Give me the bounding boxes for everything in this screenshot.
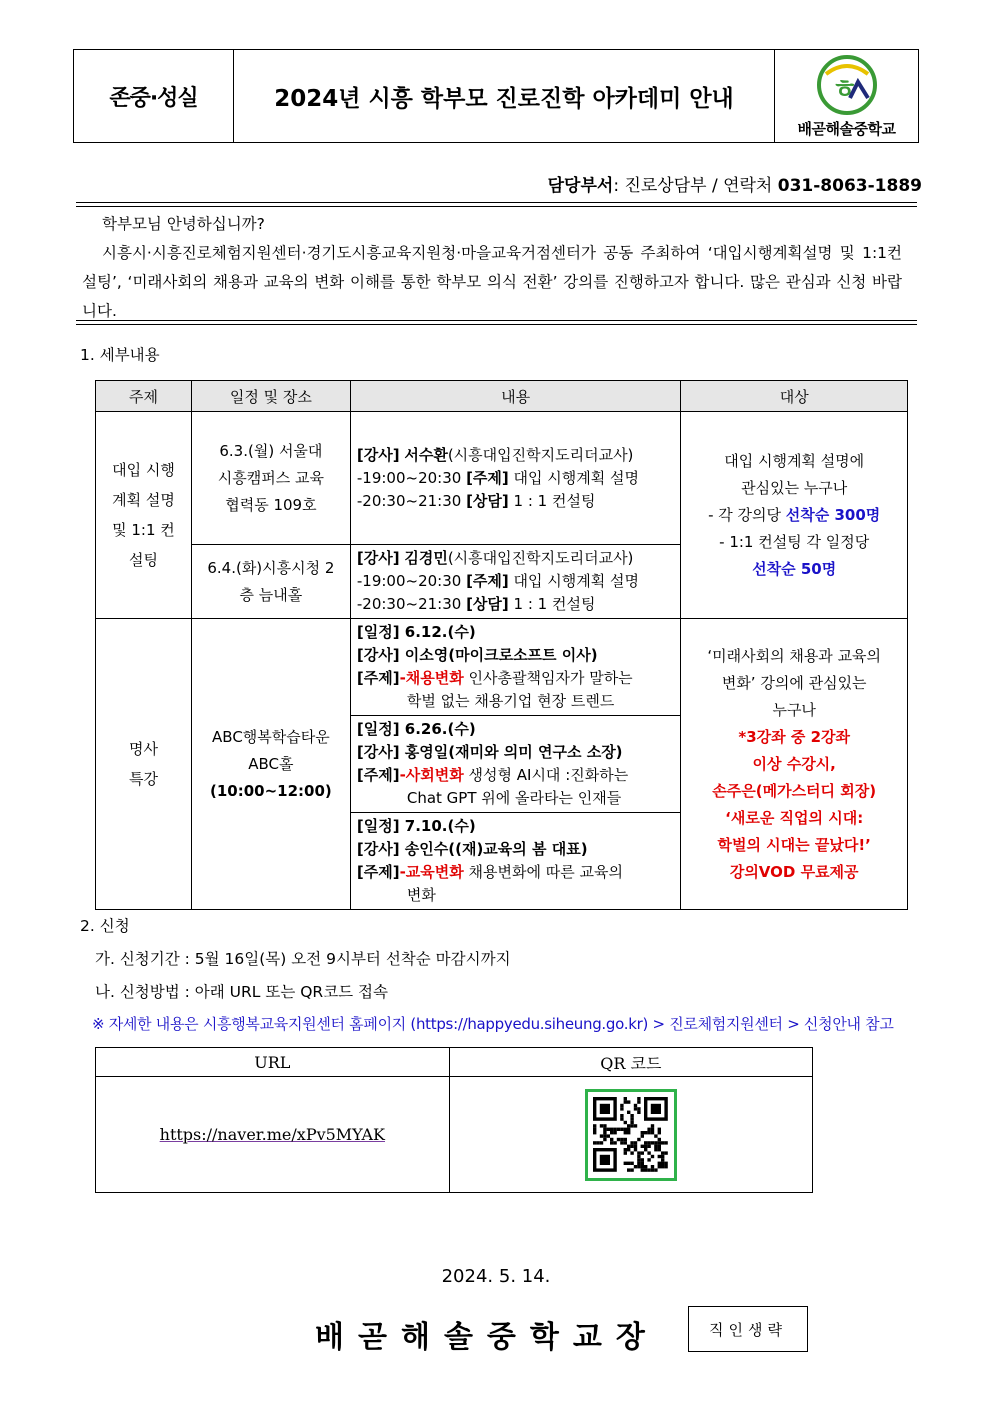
time-range: -19:00~20:30 xyxy=(356,572,462,590)
tag-lecturer: [강사] xyxy=(356,840,400,858)
apply-method: 나. 신청방법 : 아래 URL 또는 QR코드 접속 xyxy=(95,983,389,1001)
target-highlight: 이상 수강시, xyxy=(752,754,836,773)
topic-text: 채용변화에 따른 교육의 xyxy=(463,863,623,881)
school-logo-name: 배곧해솔중학교 xyxy=(797,119,896,138)
tag-lecturer: [강사] xyxy=(356,743,400,761)
lecturer-name: 김경민 xyxy=(404,549,448,567)
topic-text: 생성형 AI시대 :진화하는 xyxy=(463,766,629,784)
target-line: 변화’ 강의에 관심있는 xyxy=(721,673,867,692)
details-table xyxy=(95,380,908,910)
row2-place xyxy=(191,619,350,910)
divider-bottom-1 xyxy=(76,320,917,321)
place-line: ABC행복학습타운 xyxy=(212,727,330,746)
tag-topic: [주제] xyxy=(356,669,400,687)
table-row xyxy=(96,412,908,545)
tag-topic: [주제] xyxy=(466,468,509,487)
apply-period: 가. 신청기간 : 5월 16일(목) 오전 9시부터 선착순 마감시까지 xyxy=(95,950,511,968)
topic-highlight: -채용변화 xyxy=(399,669,464,687)
divider-top-2 xyxy=(76,206,917,207)
intro-body: 시흥시·시흥진로체험지원센터·경기도시흥교육지원청·마을교육거점센터가 공동 주최하여 ‘대입시행계획설명 및 1:1컨설팅’, ‘미래사회의 채용과 교육의 변화 이해를 통한 학부모 의식 전환’ 강의를 진행하고자 합니다. 많은 관심과 신청 바랍니다. xyxy=(82,244,902,320)
url-qr-table xyxy=(95,1047,813,1193)
tag-consult: [상담] xyxy=(466,491,509,510)
section2-heading: 2. 신청 xyxy=(80,917,130,935)
lecture-1 xyxy=(350,619,681,716)
document-title: 2024년 시흥 학부모 진로진학 아카데미 안내 xyxy=(234,50,775,142)
lecturer-desc: (시흥대입진학지도리더교사) xyxy=(447,549,634,567)
time-range: -19:00~20:30 xyxy=(356,468,462,487)
tag-topic: [주제] xyxy=(356,863,400,881)
place-time: (10:00~12:00) xyxy=(210,781,332,800)
tag-topic: [주제] xyxy=(356,766,400,784)
qr-cell xyxy=(449,1077,812,1193)
row1-s2-place: 6.4.(화)시흥시청 2층 늠내홀 xyxy=(191,545,350,619)
application-link[interactable]: https://naver.me/xPv5MYAK xyxy=(159,1125,386,1144)
lecture-date: 6.26.(수) xyxy=(399,720,476,738)
tag-lecturer: [강사] xyxy=(356,549,400,567)
consult-text: 1 : 1 컨설팅 xyxy=(508,491,596,510)
topic-highlight: -교육변화 xyxy=(399,863,464,881)
target-line: 관심있는 누구나 xyxy=(741,478,848,497)
dept-value: : 진로상담부 / 연락처 xyxy=(613,176,778,196)
target-line: 누구나 xyxy=(772,700,816,719)
dept-label: 담당부서 xyxy=(547,176,614,196)
time-range: -20:30~21:30 xyxy=(356,595,462,613)
lecturer-name: 이소영(마이크로소프트 이사) xyxy=(399,646,598,664)
principal-signature: 배곧해솔중학교장 xyxy=(315,1320,659,1355)
school-logo-icon xyxy=(814,54,880,116)
lecturer-desc: (시흥대입진학지도리더교사) xyxy=(447,445,634,464)
place-line: ABC홀 xyxy=(248,754,294,773)
table-header-row xyxy=(96,381,908,412)
svg-text:ㅎ: ㅎ xyxy=(831,74,857,105)
lecture-2 xyxy=(350,716,681,813)
phone-number: 031-8063-1889 xyxy=(777,176,922,196)
topic-text: 인사총괄책임자가 말하는 xyxy=(463,669,633,687)
lecture-date: 7.10.(수) xyxy=(399,817,476,835)
row1-s2-content xyxy=(350,545,681,619)
qr-code-icon[interactable] xyxy=(585,1089,677,1181)
table-row xyxy=(96,619,908,716)
lecturer-name: 홍영일(재미와 의미 연구소 소장) xyxy=(399,743,623,761)
row2-target xyxy=(681,619,908,910)
lecturer-name: 송인수((재)교육의 봄 대표) xyxy=(399,840,588,858)
target-highlight: 강의VOD 무료제공 xyxy=(729,862,859,881)
target-line: 대입 시행계획 설명에 xyxy=(724,451,865,470)
topic-highlight: -사회변화 xyxy=(399,766,464,784)
topic-text: 학벌 없는 채용기업 현장 트렌드 xyxy=(406,692,615,710)
school-motto: 존중·성실 xyxy=(74,50,234,142)
qr-header: QR 코드 xyxy=(449,1048,812,1077)
tag-lecturer: [강사] xyxy=(356,646,400,664)
intro-greeting: 학부모님 안녕하십니까? xyxy=(102,215,265,233)
lecturer-name: 서수환 xyxy=(404,445,448,464)
row1-topic: 대입 시행계획 설명 및 1:1 컨설팅 xyxy=(96,412,192,619)
tag-consult: [상담] xyxy=(466,595,509,613)
header-box xyxy=(73,49,919,143)
divider-bottom-2 xyxy=(76,324,917,325)
col-header-target: 대상 xyxy=(681,381,908,412)
tag-date: [일정] xyxy=(356,720,400,738)
tag-lecturer: [강사] xyxy=(356,445,400,464)
col-header-topic: 주제 xyxy=(96,381,192,412)
tag-topic: [주제] xyxy=(466,572,509,590)
row1-s1-content xyxy=(350,412,681,545)
tag-date: [일정] xyxy=(356,817,400,835)
consult-text: 1 : 1 컨설팅 xyxy=(508,595,596,613)
contact-line xyxy=(548,171,922,196)
target-highlight: 손주은(메가스터디 회장) xyxy=(712,781,877,800)
seal-omitted-box: 직인생략 xyxy=(688,1306,808,1352)
time-range: -20:30~21:30 xyxy=(356,491,462,510)
col-header-content: 내용 xyxy=(350,381,681,412)
topic-text: 변화 xyxy=(406,886,436,904)
target-highlight: *3강좌 중 2강좌 xyxy=(738,727,850,746)
url-header: URL xyxy=(96,1048,450,1077)
topic-text: Chat GPT 위에 올라타는 인재들 xyxy=(406,789,622,807)
section1-heading: 1. 세부내용 xyxy=(80,346,160,364)
target-line: ‘미래사회의 채용과 교육의 xyxy=(707,646,882,665)
row1-s1-place: 6.3.(월) 서울대 시흥캠퍼스 교육협력동 109호 xyxy=(191,412,350,545)
topic-text: 대입 시행계획 설명 xyxy=(508,468,640,487)
url-cell xyxy=(96,1077,450,1193)
intro-text xyxy=(82,210,902,326)
tag-date: [일정] xyxy=(356,623,400,641)
document-date: 2024. 5. 14. xyxy=(441,1266,551,1287)
col-header-schedule: 일정 및 장소 xyxy=(191,381,350,412)
target-highlight: ‘새로운 직업의 시대: xyxy=(725,808,864,827)
lecture-3 xyxy=(350,813,681,910)
row1-target xyxy=(681,412,908,619)
row2-topic: 명사 특강 xyxy=(96,619,192,910)
lecture-date: 6.12.(수) xyxy=(399,623,476,641)
target-line: - 각 강의당 xyxy=(708,505,786,524)
reference-note: ※ 자세한 내용은 시흥행복교육지원센터 홈페이지 (https://happyedu.siheung.go.kr) > 진로체험지원센터 > 신청안내 참고 xyxy=(92,1015,894,1033)
divider-top-1 xyxy=(76,202,917,203)
target-highlight: 학벌의 시대는 끝났다!’ xyxy=(717,835,871,854)
school-logo-cell xyxy=(775,50,918,142)
target-highlight: 선착순 50명 xyxy=(752,559,837,578)
target-highlight: 선착순 300명 xyxy=(785,505,881,524)
topic-text: 대입 시행계획 설명 xyxy=(508,572,640,590)
target-line: - 1:1 컨설팅 각 일정당 xyxy=(719,532,870,551)
